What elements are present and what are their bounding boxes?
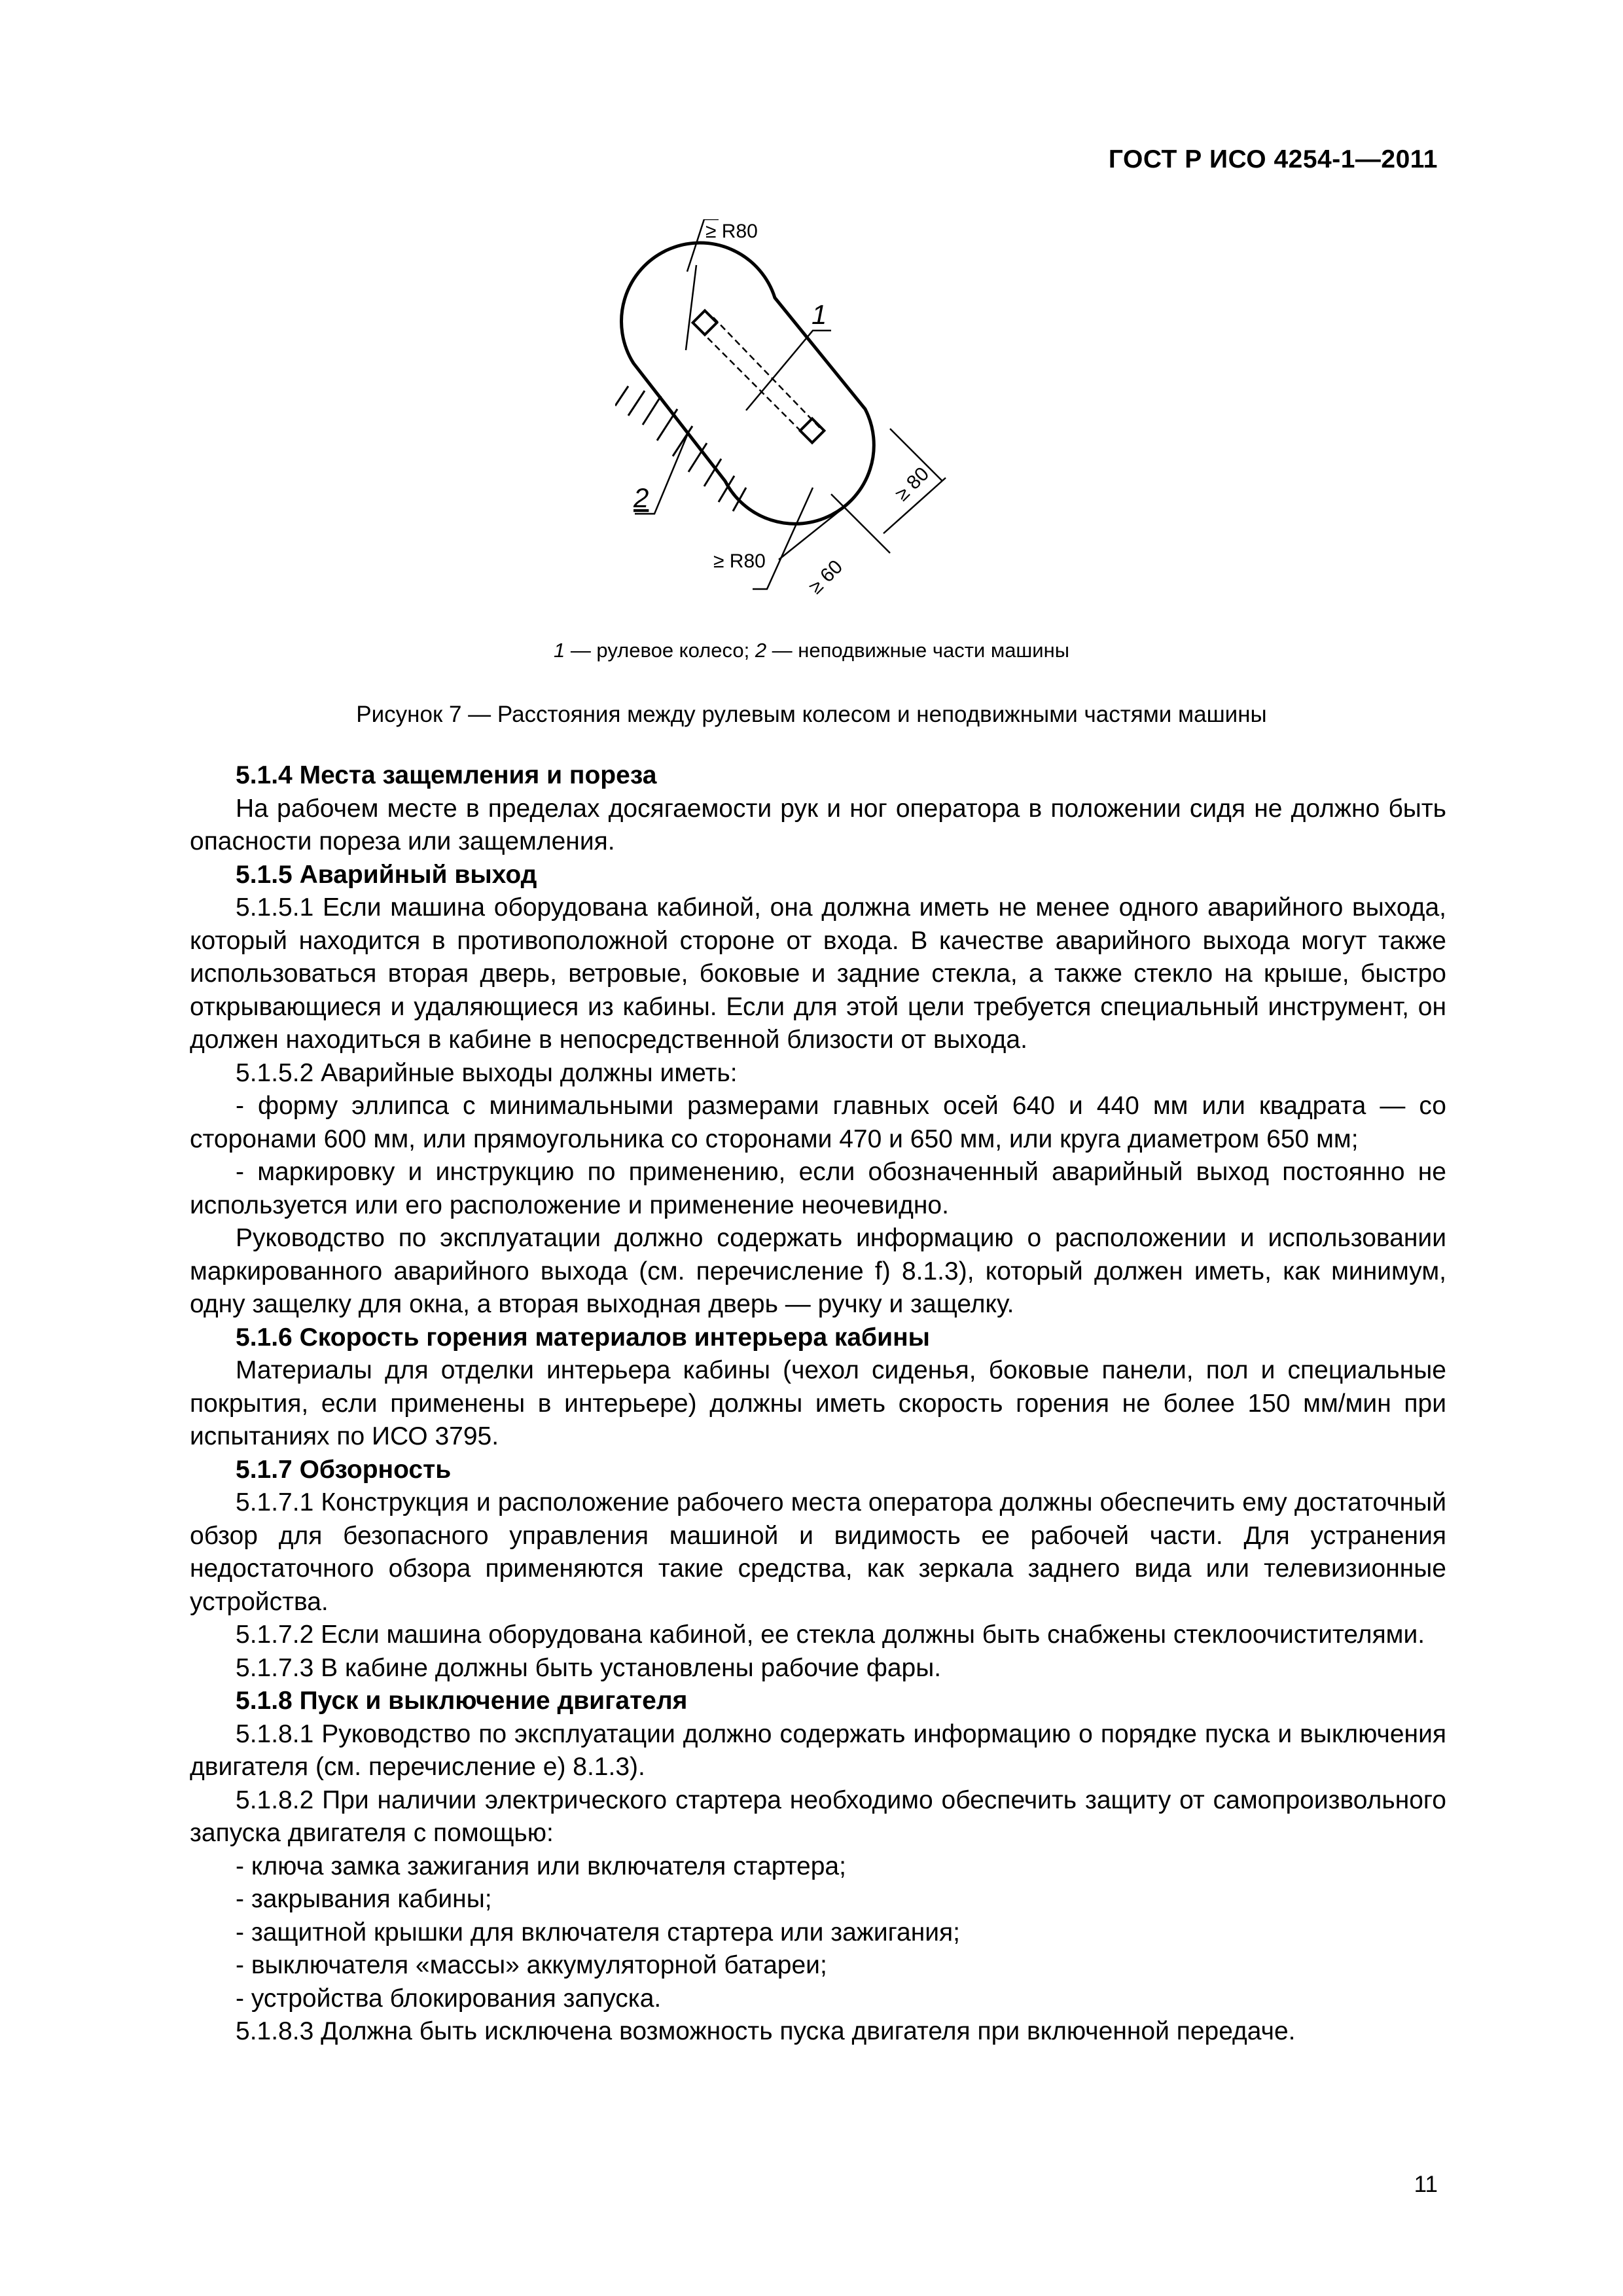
list-item-5-1-8-2-a: - ключа замка зажигания или включателя стартера; xyxy=(236,1852,846,1880)
dim-80: ≥ 80 xyxy=(891,463,934,505)
heading-5-1-6: 5.1.6 Скорость горения материалов интерьера кабины xyxy=(236,1323,930,1352)
paragraph-5-1-7-2: 5.1.7.2 Если машина оборудована кабиной, ее стекла должны быть снабжены стеклоочистителями. xyxy=(236,1621,1425,1649)
figure-legend xyxy=(0,639,1623,662)
label-2: 2 xyxy=(633,482,649,513)
figure-7-drawing xyxy=(615,219,955,638)
paragraph-5-1-6: Материалы для отделки интерьера кабины (чехол сиденья, боковые панели, пол и специальные покрытия, если применены в интерьере) должны иметь скорость горения не более 150 мм/мин при испытаниях по ИСО 3795. xyxy=(190,1356,1446,1450)
legend-num-1: 1 xyxy=(553,639,565,662)
legend-text-1: — рулевое колесо; xyxy=(565,639,755,662)
list-item-5-1-5-2-a: - форму эллипса с минимальными размерами главных осей 640 и 440 мм или квадрата — со сторонами 600 мм, или прямоугольника со сторонами 470 и 650 мм, или круга диаметром 650 мм; xyxy=(190,1092,1446,1153)
paragraph-5-1-8-3: 5.1.8.3 Должна быть исключена возможность пуска двигателя при включенной передаче. xyxy=(236,2017,1296,2045)
dim-radius-top: ≥ R80 xyxy=(705,221,758,242)
figure-caption: Рисунок 7 — Расстояния между рулевым колесом и неподвижными частями машины xyxy=(356,702,1267,727)
list-item-5-1-8-2-c: - защитной крышки для включателя стартера или зажигания; xyxy=(236,1918,960,1946)
label-1: 1 xyxy=(812,299,827,330)
heading-5-1-4: 5.1.4 Места защемления и пореза xyxy=(236,761,657,789)
dim-60: ≥ 60 xyxy=(804,556,847,598)
list-item-5-1-8-2-e: - устройства блокирования запуска. xyxy=(236,1984,662,2013)
page-header: ГОСТ Р ИСО 4254-1—2011 xyxy=(1108,145,1438,173)
paragraph-5-1-8-2: 5.1.8.2 При наличии электрического стартера необходимо обеспечить защиту от самопроизвольного запуска двигателя с помощью: xyxy=(190,1785,1446,1847)
paragraph-5-1-5-1: 5.1.5.1 Если машина оборудована кабиной, она должна иметь не менее одного аварийного выхода, который находится в противоположной стороне от входа. В качестве аварийного выхода могут также использоваться вторая дверь, ветровые, боковые и задние стекла, а также стекло на крыше, быстро открывающиеся и удаляющиеся из кабины. Если для этой цели требуется специальный инструмент, он должен находиться в кабине в непосредственной близости от выхода. xyxy=(190,893,1446,1054)
list-item-5-1-8-2-b: - закрывания кабины; xyxy=(236,1885,492,1913)
paragraph-5-1-7-1: 5.1.7.1 Конструкция и расположение рабочего места оператора должны обеспечить ему достаточный обзор для безопасного управления машиной и видимость ее рабочей части. Для устранения недостаточного обзора применяются такие средства, как зеркала заднего вида или телевизионные устройства. xyxy=(190,1488,1446,1616)
paragraph-5-1-7-3: 5.1.7.3 В кабине должны быть установлены рабочие фары. xyxy=(236,1653,942,1682)
paragraph-5-1-4: На рабочем месте в пределах досягаемости рук и ног оператора в положении сидя не должно быть опасности пореза или защемления. xyxy=(190,794,1446,855)
paragraph-5-1-5-2: 5.1.5.2 Аварийные выходы должны иметь: xyxy=(236,1058,738,1087)
legend-num-2: 2 xyxy=(755,639,767,662)
legend-text-2: — неподвижные части машины xyxy=(766,639,1070,662)
page-number: 11 xyxy=(1414,2172,1438,2197)
heading-5-1-7: 5.1.7 Обзорность xyxy=(236,1455,452,1484)
heading-5-1-8: 5.1.8 Пуск и выключение двигателя xyxy=(236,1687,688,1715)
paragraph-5-1-5-2-c: Руководство по эксплуатации должно содержать информацию о расположении и использовании маркированного аварийного выхода (см. перечисление f) 8.1.3), который должен иметь, как минимум, одну защелку для окна, а вторая выходная дверь — ручку и защелку. xyxy=(190,1224,1446,1318)
heading-5-1-5: 5.1.5 Аварийный выход xyxy=(236,860,537,889)
main-text xyxy=(190,759,1446,2049)
list-item-5-1-8-2-d: - выключателя «массы» аккумуляторной батареи; xyxy=(236,1951,827,1979)
dim-radius-bottom: ≥ R80 xyxy=(713,550,766,572)
paragraph-5-1-8-1: 5.1.8.1 Руководство по эксплуатации должно содержать информацию о порядке пуска и выключения двигателя (см. перечисление e) 8.1.3). xyxy=(190,1719,1446,1781)
list-item-5-1-5-2-b: - маркировку и инструкцию по применению, если обозначенный аварийный выход постоянно не используется или его расположение и применение неочевидно. xyxy=(190,1158,1446,1219)
steering-wheel-outline xyxy=(622,243,874,524)
steering-wheel-clearance-diagram xyxy=(615,219,955,638)
